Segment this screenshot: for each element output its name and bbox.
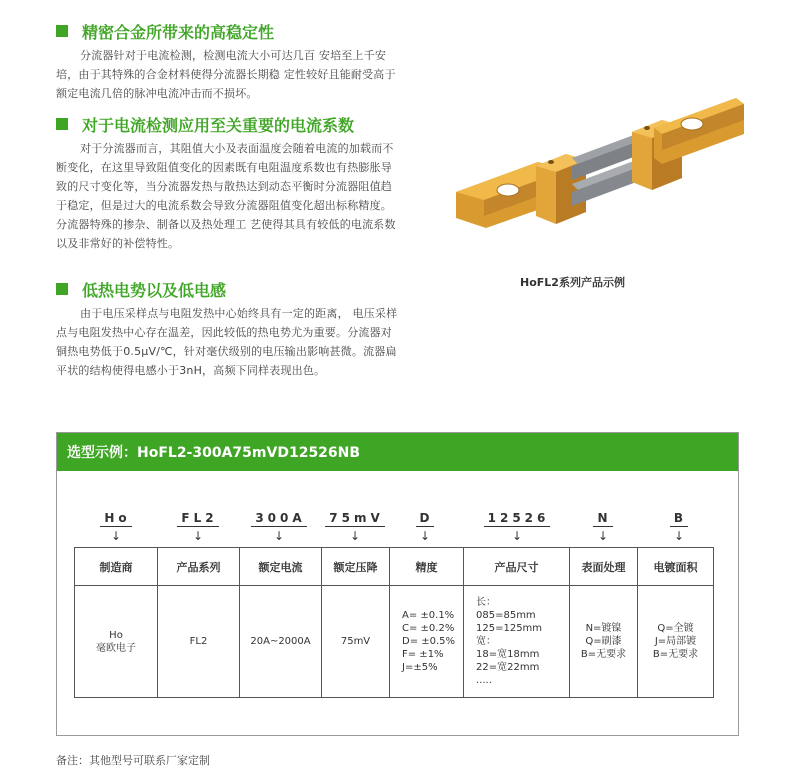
cell-plating: Q=全镀 J=局部镀 B=无要求: [638, 586, 714, 698]
section-title: 低热电势以及低电感: [56, 278, 402, 300]
shunt-product-image: [448, 88, 748, 258]
section-title: 精密合金所带来的高稳定性: [56, 20, 402, 42]
section-stability: [56, 20, 402, 103]
cell-maker: Ho 毫欧电子: [75, 586, 158, 698]
down-arrow-icon: ↓: [419, 529, 431, 543]
product-caption: HoFL2系列产品示例: [520, 276, 625, 289]
table-header-row: [75, 548, 714, 586]
code-part-voltage: 75mV ↓: [315, 507, 395, 543]
cell-voltage: 75mV: [322, 586, 390, 698]
down-arrow-icon: ↓: [349, 529, 361, 543]
col-header: 产品系列: [158, 548, 240, 586]
col-header: 产品尺寸: [464, 548, 570, 586]
code-part-maker: Ho ↓: [76, 507, 156, 543]
spec-table: [74, 547, 714, 698]
section-title: 对于电流检测应用至关重要的电流系数: [56, 113, 402, 135]
cell-surface: N=镀镍 Q=刷漆 B=无要求: [570, 586, 638, 698]
code-part-size: 12526 ↓: [477, 507, 557, 543]
code-part-current: 300A ↓: [239, 507, 319, 543]
code-part-surface: N ↓: [563, 507, 643, 543]
col-header: 额定电流: [240, 548, 322, 586]
footnote: 备注：其他型号可联系厂家定制: [56, 754, 210, 767]
down-arrow-icon: ↓: [192, 529, 204, 543]
model-code-row: [57, 507, 738, 543]
down-arrow-icon: ↓: [511, 529, 523, 543]
cell-precision: A= ±0.1% C= ±0.2% D= ±0.5% F= ±1% J=±5%: [390, 586, 464, 698]
col-header: 表面处理: [570, 548, 638, 586]
cell-current: 20A~2000A: [240, 586, 322, 698]
down-arrow-icon: ↓: [110, 529, 122, 543]
down-arrow-icon: ↓: [673, 529, 685, 543]
section-low-thermal-emf: [56, 278, 402, 380]
section-body: 分流器针对于电流检测，检测电流大小可达几百 安培至上千安培，由于其特殊的合金材料使得分流器长期稳 定性较好且能耐受高于额定电流几倍的脉冲电流冲击而不损坏。: [56, 49, 396, 100]
code-part-precision: D ↓: [385, 507, 465, 543]
bullet-square-icon: [56, 283, 68, 295]
code-part-plating: B ↓: [639, 507, 719, 543]
right-mount-hole: [681, 118, 703, 130]
cell-size: 长： 085=85mm 125=125mm 宽： 18=宽18mm 22=宽22mm .....: [464, 586, 570, 698]
col-header: 电镀面积: [638, 548, 714, 586]
section-body: 由于电压采样点与电阻发热中心始终具有一定的距离， 电压采样点与电阻发热中心存在温差，因此较低的热电势尤为重要。分流器对铜热电势低于0.5μV/℃，针对毫伏级别的电压输出影响甚微。流器扁平状的结构使得电感小于3nH，高频下同样表现出色。: [56, 307, 398, 377]
selection-example-panel: [56, 432, 739, 736]
section-current-coefficient: [56, 113, 402, 253]
cell-series: FL2: [158, 586, 240, 698]
col-header: 额定压降: [322, 548, 390, 586]
down-arrow-icon: ↓: [273, 529, 285, 543]
table-row: [75, 586, 714, 698]
left-mount-hole: [497, 184, 519, 196]
col-header: 精度: [390, 548, 464, 586]
section-body: 对于分流器而言，其阻值大小及表面温度会随着电流的加载而不断变化，在这里导致阻值变化的因素既有电阻温度系数也有热膨胀导致的尺寸变化等，当分流器发热与散热达到动态平衡时分流器阻值趋于稳定，但是过大的电流系数会导致分流器阻值变化超出标称精度。分流器特殊的掺杂、制备以及热处理工 艺使得其具有较低的电流系数以及非常好的补偿特性。: [56, 142, 396, 250]
selection-header: 选型示例：HoFL2-300A75mVD12526NB: [57, 433, 738, 471]
bullet-square-icon: [56, 118, 68, 130]
down-arrow-icon: ↓: [597, 529, 609, 543]
code-part-series: FL2 ↓: [158, 507, 238, 543]
bullet-square-icon: [56, 25, 68, 37]
col-header: 制造商: [75, 548, 158, 586]
